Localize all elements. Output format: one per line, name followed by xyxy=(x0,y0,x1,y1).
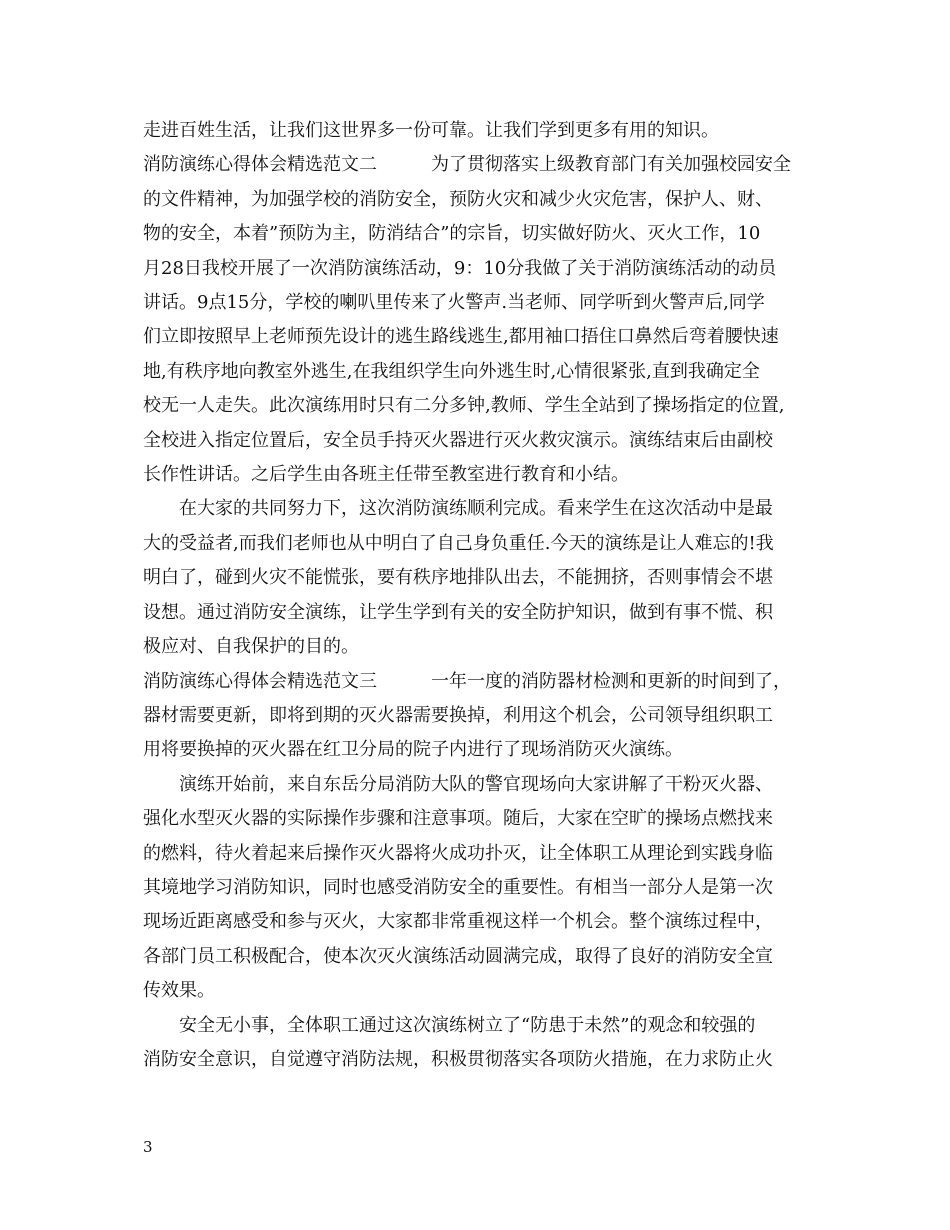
section-heading-line: 消防演练心得体会精选范文二 为了贯彻落实上级教育部门有关加强校园安全 xyxy=(143,154,791,176)
page-number: 3 xyxy=(143,1138,153,1156)
text-line: 物的安全，本着”预防为主，防消结合”的宗旨，切实做好防火、灭火工作，10 xyxy=(143,223,761,245)
paragraph-first-line: 演练开始前，来自东岳分局消防大队的警官现场向大家讲解了干粉灭火器、 xyxy=(179,773,773,795)
body-text xyxy=(143,114,823,1077)
text-line: 消防安全意识，自觉遵守消防法规，积极贯彻落实各项防火措施，在力求防止火 xyxy=(143,1048,773,1070)
text-line: 强化水型灭火器的实际操作步骤和注意事项。随后，大家在空旷的操场点燃找来 xyxy=(143,808,773,830)
paragraph-first-line: 在大家的共同努力下，这次消防演练顺利完成。看来学生在这次活动中是最 xyxy=(179,498,773,520)
text-line: 器材需要更新，即将到期的灭火器需要换掉，利用这个机会，公司领导组织职工 xyxy=(143,704,773,726)
section-heading-line: 消防演练心得体会精选范文三 一年一度的消防器材检测和更新的时间到了， xyxy=(143,670,791,692)
text-line: 走进百姓生活，让我们这世界多一份可靠。让我们学到更多有用的知识。 xyxy=(143,120,719,141)
text-line: 全校进入指定位置后，安全员手持灭火器进行灭火救灾演示。演练结束后由副校 xyxy=(143,429,773,451)
text-line: 现场近距离感受和参与灭火，大家都非常重视这样一个机会。整个演练过程中， xyxy=(143,911,773,933)
text-line: 们立即按照早上老师预先设计的逃生路线逃生,都用袖口捂住口鼻然后弯着腰快速 xyxy=(143,326,779,348)
text-line: 极应对、自我保护的目的。 xyxy=(143,636,359,658)
text-line: 的文件精神，为加强学校的消防安全，预防火灾和减少火灾危害，保护人、财、 xyxy=(143,188,773,210)
text-line: 各部门员工积极配合，使本次灭火演练活动圆满完成，取得了良好的消防安全宣 xyxy=(143,945,773,967)
text-line: 月28日我校开展了一次消防演练活动，9：10分我做了关于消防演练活动的动员 xyxy=(143,257,777,279)
text-line: 校无一人走失。此次演练用时只有二分多钟,教师、学生全站到了操场指定的位置, xyxy=(143,395,785,417)
text-line: 其境地学习消防知识，同时也感受消防安全的重要性。有相当一部分人是第一次 xyxy=(143,876,773,898)
text-line: 传效果。 xyxy=(143,980,215,1002)
text-line: 地,有秩序地向教室外逃生,在我组织学生向外逃生时,心情很紧张,直到我确定全 xyxy=(143,360,760,382)
text-line: 明白了，碰到火灾不能慌张，要有秩序地排队出去，不能拥挤，否则事情会不堪 xyxy=(143,567,773,589)
text-line: 设想。通过消防安全演练，让学生学到有关的安全防护知识，做到有事不慌、积 xyxy=(143,601,773,623)
text-line: 讲话。9点15分，学校的喇叭里传来了火警声.当老师、同学听到火警声后,同学 xyxy=(143,292,765,314)
text-line: 用将要换掉的灭火器在红卫分局的院子内进行了现场消防灭火演练。 xyxy=(143,739,683,761)
text-line: 的燃料，待火着起来后操作灭火器将火成功扑灭，让全体职工从理论到实践身临 xyxy=(143,842,773,864)
text-line: 大的受益者,而我们老师也从中明白了自己身负重任.今天的演练是让人难忘的!我 xyxy=(143,532,774,554)
paragraph-first-line: 安全无小事，全体职工通过这次演练树立了“防患于未然”的观念和较强的 xyxy=(179,1014,756,1036)
text-line: 长作性讲话。之后学生由各班主任带至教室进行教育和小结。 xyxy=(143,464,629,486)
